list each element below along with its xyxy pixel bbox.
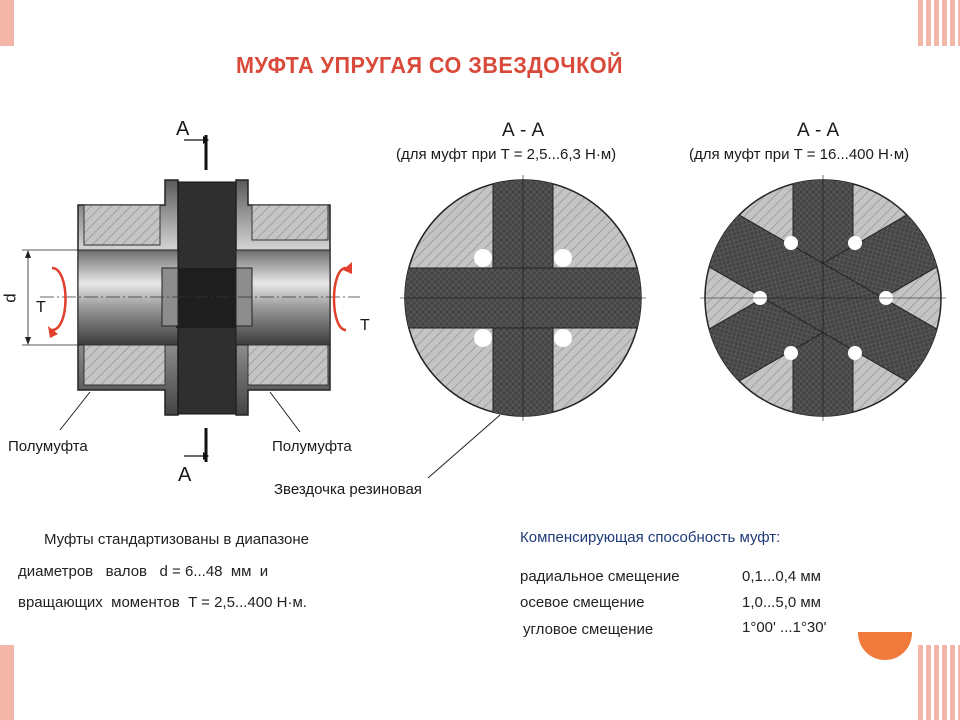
torque-label-left: T xyxy=(36,299,46,316)
standard-note-line3: вращающих моментов T = 2,5...400 Н·м. xyxy=(18,594,307,611)
compensation-row-value: 1°00' ...1°30' xyxy=(742,619,827,636)
page-title: МУФТА УПРУГАЯ СО ЗВЕЗДОЧКОЙ xyxy=(236,52,624,78)
compensation-row-name: осевое смещение xyxy=(520,594,645,611)
section-left-title: А - А xyxy=(502,120,545,141)
section-mark-top: A xyxy=(176,118,190,140)
label-half-coupling-right: Полумуфта xyxy=(272,438,352,455)
diameter-label: d xyxy=(0,293,20,303)
compensation-row-value: 0,1...0,4 мм xyxy=(742,568,821,585)
section-star-6-arms xyxy=(697,170,949,426)
compensation-row-name: угловое смещение xyxy=(523,621,654,638)
compensation-row-name: радиальное смещение xyxy=(520,568,680,585)
label-half-coupling-left: Полумуфта xyxy=(8,438,88,455)
section-cross-4-arms xyxy=(395,170,651,426)
compensation-heading: Компенсирующая способность муфт: xyxy=(520,529,781,546)
torque-label-right: T xyxy=(360,317,370,334)
section-left-subtitle: (для муфт при T = 2,5...6,3 Н·м) xyxy=(396,146,617,163)
section-mark-bottom: A xyxy=(178,464,192,486)
standard-note-line2: диаметров валов d = 6...48 мм и xyxy=(18,563,269,580)
label-rubber-star: Звездочка резиновая xyxy=(274,481,422,498)
compensation-row-value: 1,0...5,0 мм xyxy=(742,594,821,611)
section-right-subtitle: (для муфт при T = 16...400 Н·м) xyxy=(689,146,910,163)
standard-note-line1: Муфты стандартизованы в диапазоне xyxy=(44,531,310,548)
section-right-title: А - А xyxy=(797,120,840,141)
